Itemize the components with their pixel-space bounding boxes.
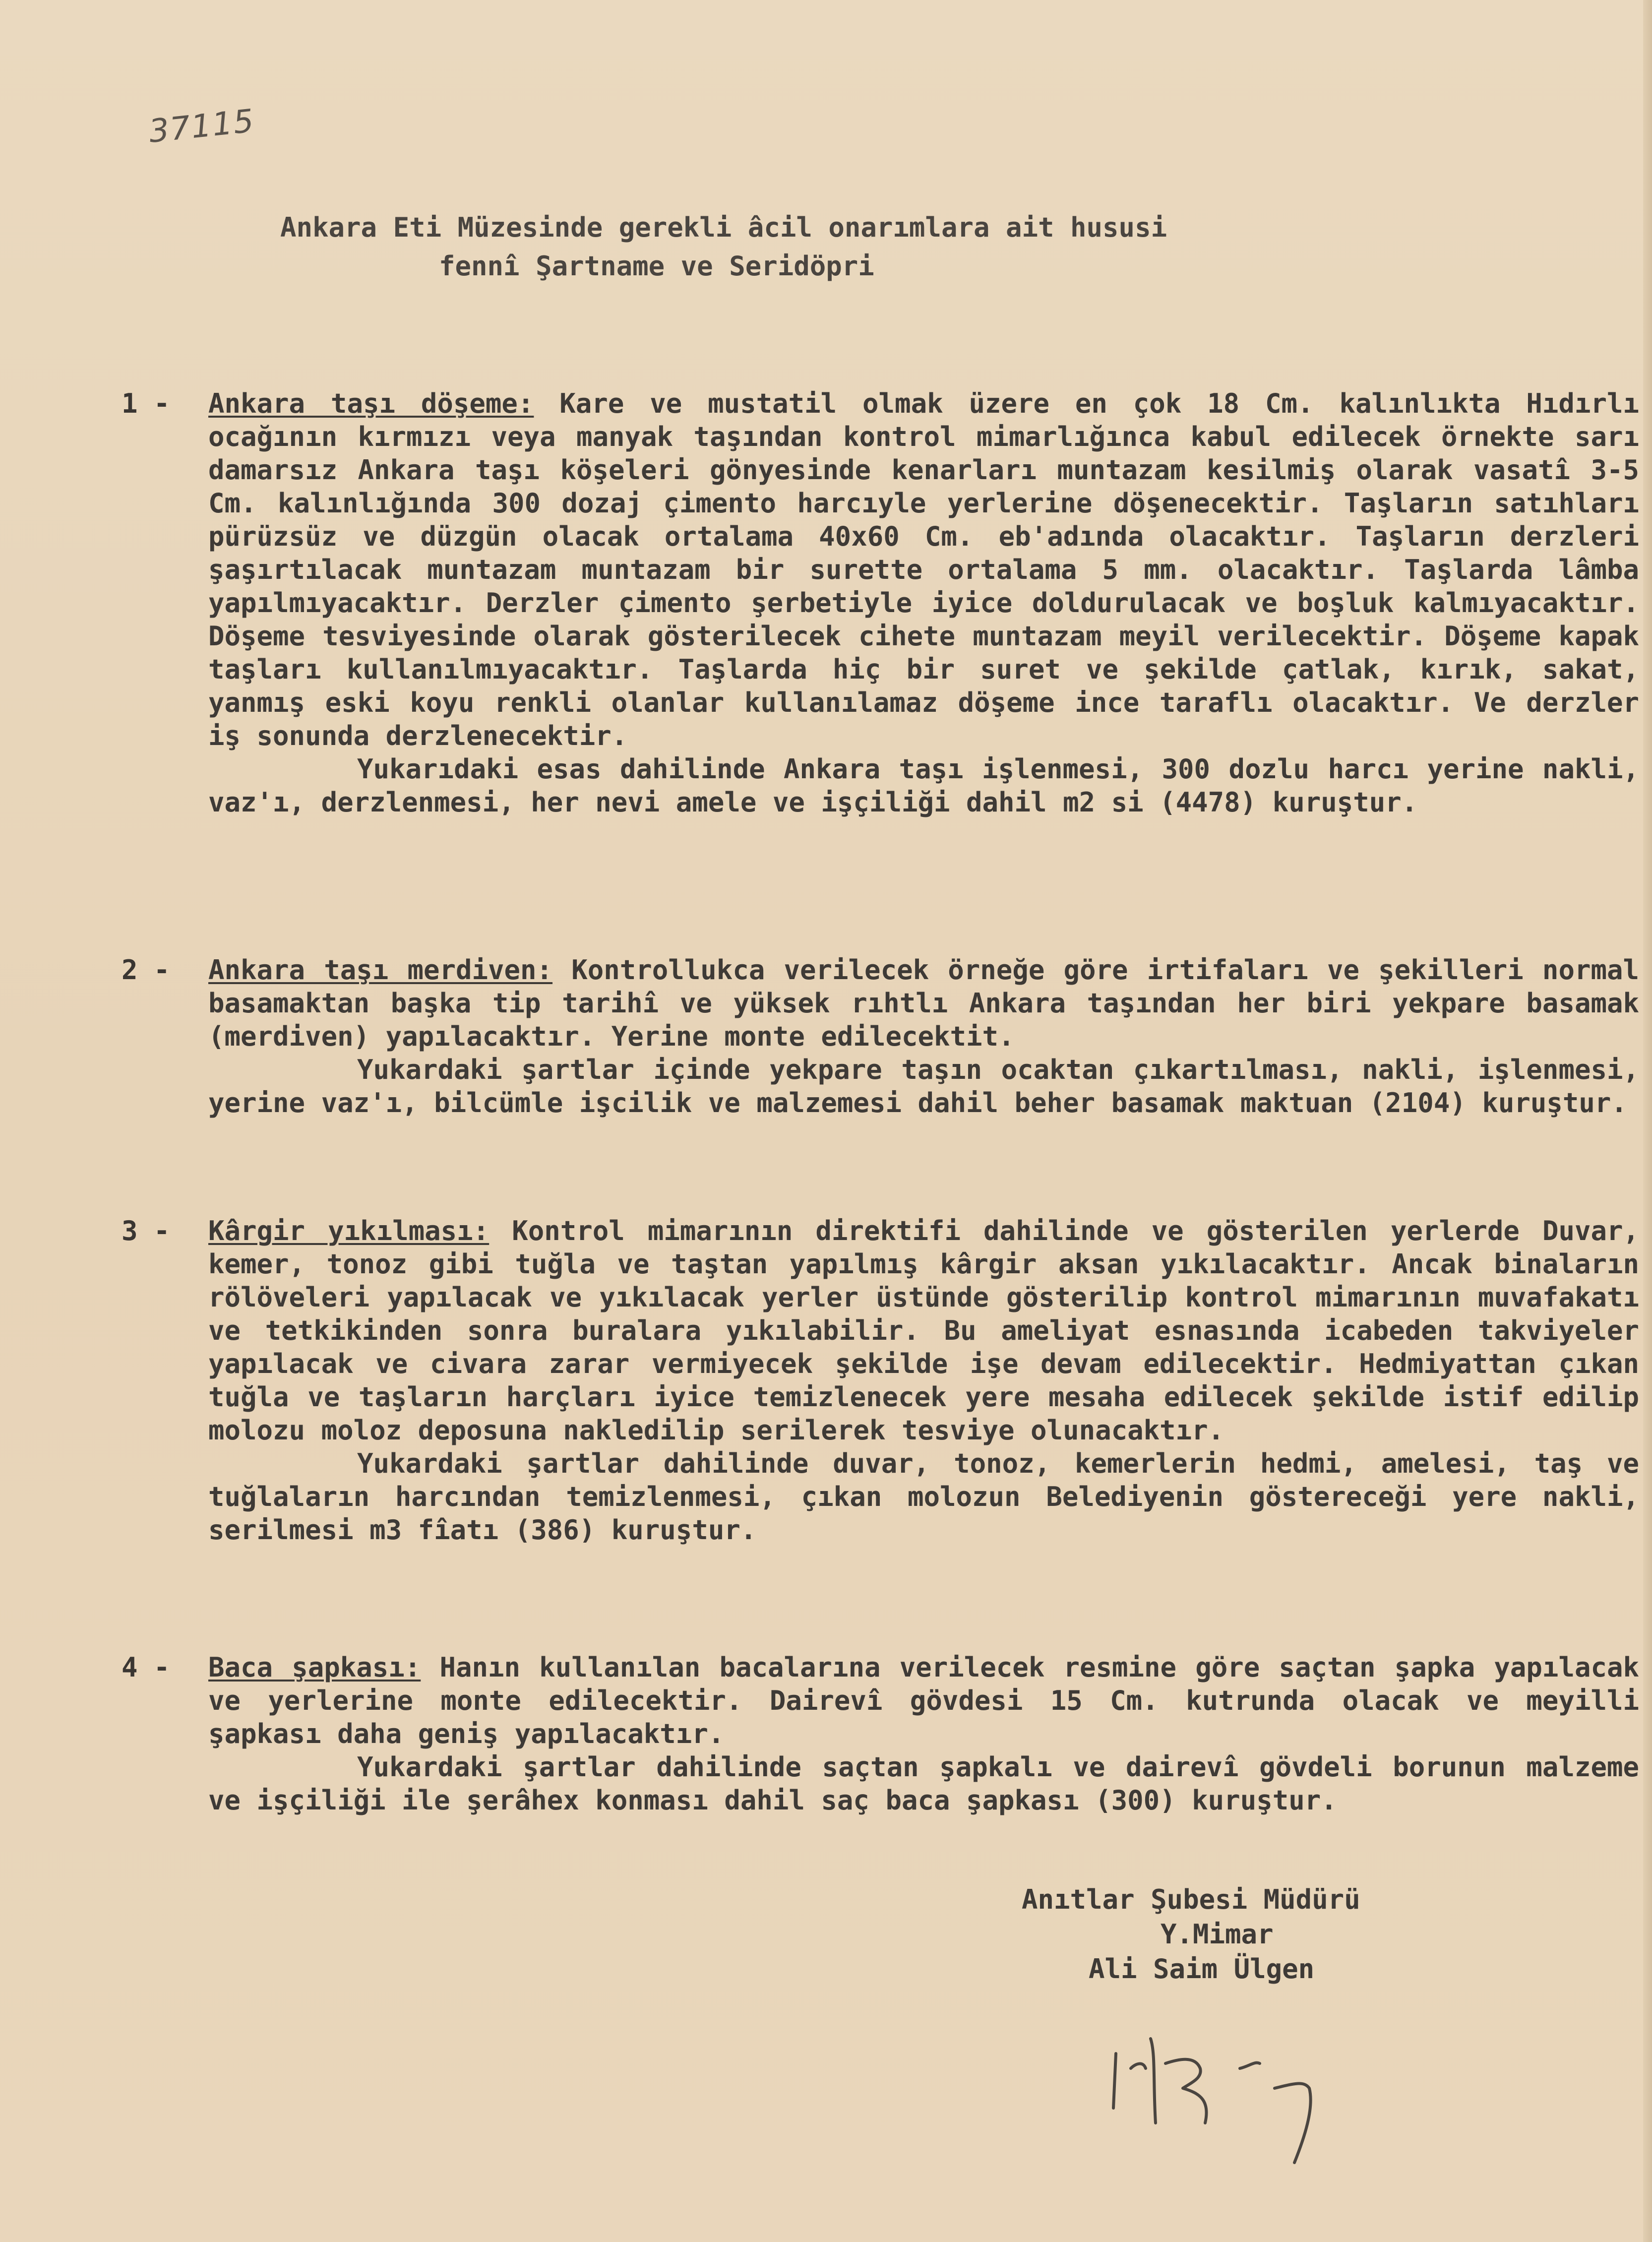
- section-heading: Ankara taşı merdiven:: [208, 954, 553, 986]
- section-body: [208, 1214, 1639, 1547]
- section-text: Kare ve mustatil olmak üzere en çok 18 Cm. kalınlıkta Hıdırlı ocağının kırmızı veya manyak taşından kontrol mimarlığınca kabul edilecek örnekte sarı damarsız Ankara taşı köşeleri gönyesinde kenarları muntazam kesilmiş olarak vasatî 3-5 Cm. kalınlığında 300 dozaj çimento harcıyle yerlerine döşenecektir. Taşların satıhları pürüzsüz ve düzgün olacak ortalama 40x60 Cm. eb'adında olacaktır. Taşların derzleri şaşırtılacak muntazam muntazam bir surette ortalama 5 mm. olacaktır. Taşlarda lâmba yapılmıyacaktır. Derzler çimento şerbetiyle iyice doldurulacak ve boşluk kalmıyacaktır. Döşeme tesviyesinde olarak gösterilecek cihete muntazam meyil verilecektir. Döşeme kapak taşları kullanılmıyacaktır. Taşlarda hiç bir suret ve şekilde çatlak, kırık, sakat, yanmış eski koyu renkli olanlar kullanılamaz döşeme ince taraflı olacaktır. Ve derzler iş sonunda derzlenecektir.: [208, 388, 1639, 751]
- section-heading: Kârgir yıkılması:: [208, 1215, 489, 1246]
- section-pricing: Yukardaki şartlar içinde yekpare taşın ocaktan çıkartılması, nakli, işlenmesi, yerine vaz'ı, bilcümle işcilik ve malzemesi dahil beher basamak maktuan (2104) kuruştur.: [208, 1054, 1639, 1119]
- signatory-title: Y.Mimar: [1161, 1919, 1274, 1950]
- section-body: [208, 953, 1639, 1120]
- section-number: 1 -: [122, 388, 170, 419]
- archive-number: 37115: [147, 103, 256, 150]
- section-heading: Ankara taşı döşeme:: [208, 388, 534, 419]
- signatory-name: Ali Saim Ülgen: [1089, 1953, 1315, 1985]
- section-number: 4 -: [122, 1652, 170, 1683]
- title-line-2: fennî Şartname ve Seridöpri: [439, 250, 874, 282]
- section-pricing: Yukardaki şartlar dahilinde saçtan şapkalı ve dairevî gövdeli borunun malzeme ve işçiliği ile şerâhex konması dahil saç baca şapkası (300) kuruştur.: [208, 1751, 1639, 1816]
- signature-block: [987, 1882, 1483, 1987]
- section-number: 3 -: [122, 1215, 170, 1246]
- document-title: [280, 208, 1167, 286]
- section-text: Kontrollukca verilecek örneğe göre irtifaları ve şekilleri normal basamaktan başka tip tarihî ve yüksek rıhtlı Ankara taşından her biri yekpare basamak (merdiven) yapılacaktır. Yerine monte edilecektit.: [208, 954, 1639, 1052]
- handwritten-signature-icon: [1096, 2009, 1354, 2173]
- section-number: 2 -: [122, 954, 170, 986]
- section-text: Kontrol mimarının direktifi dahilinde ve gösterilen yerlerde Duvar, kemer, tonoz gibi tuğla ve taştan yapılmış kârgir aksan yıkılacaktır. Ancak binaların rölöveleri yapılacak ve yıkılacak yerler üstünde gösterilip kontrol mimarının muvafakatı ve tetkikinden sonra buralara yıkılabilir. Bu ameliyat esnasında icabeden takviyeler yapılacak ve civara zarar vermiyecek şekilde işe devam edilecektir. Hedmiyattan çıkan tuğla ve taşların harçları iyice temizlenecek yere mesaha edilecek şekilde istif edilip molozu moloz deposuna nakledilip serilerek tesviye olunacaktır.: [208, 1215, 1640, 1446]
- title-line-1: Ankara Eti Müzesinde gerekli âcil onarımlara ait hususi: [280, 212, 1167, 243]
- section-text: Hanın kullanılan bacalarına verilecek resmine göre saçtan şapka yapılacak ve yerlerine monte edilecektir. Dairevî gövdesi 15 Cm. kutrunda olacak ve meyilli şapkası daha geniş yapılacaktır.: [208, 1652, 1639, 1749]
- section-pricing: Yukarıdaki esas dahilinde Ankara taşı işlenmesi, 300 dozlu harcı yerine nakli, vaz'ı, derzlenmesi, her nevi amele ve işçiliği dahil m2 si (4478) kuruştur.: [208, 753, 1639, 818]
- section-heading: Baca şapkası:: [208, 1652, 421, 1683]
- section-body: [208, 387, 1639, 819]
- section-pricing: Yukardaki şartlar dahilinde duvar, tonoz, kemerlerin hedmi, amelesi, taş ve tuğlaların harcından temizlenmesi, çıkan molozun Belediyenin göstereceği yere nakli, serilmesi m3 fîatı (386) kuruştur.: [208, 1448, 1639, 1546]
- signatory-office: Anıtlar Şubesi Müdürü: [1022, 1884, 1360, 1915]
- page-edge: [1643, 0, 1652, 2242]
- section-body: [208, 1651, 1639, 1817]
